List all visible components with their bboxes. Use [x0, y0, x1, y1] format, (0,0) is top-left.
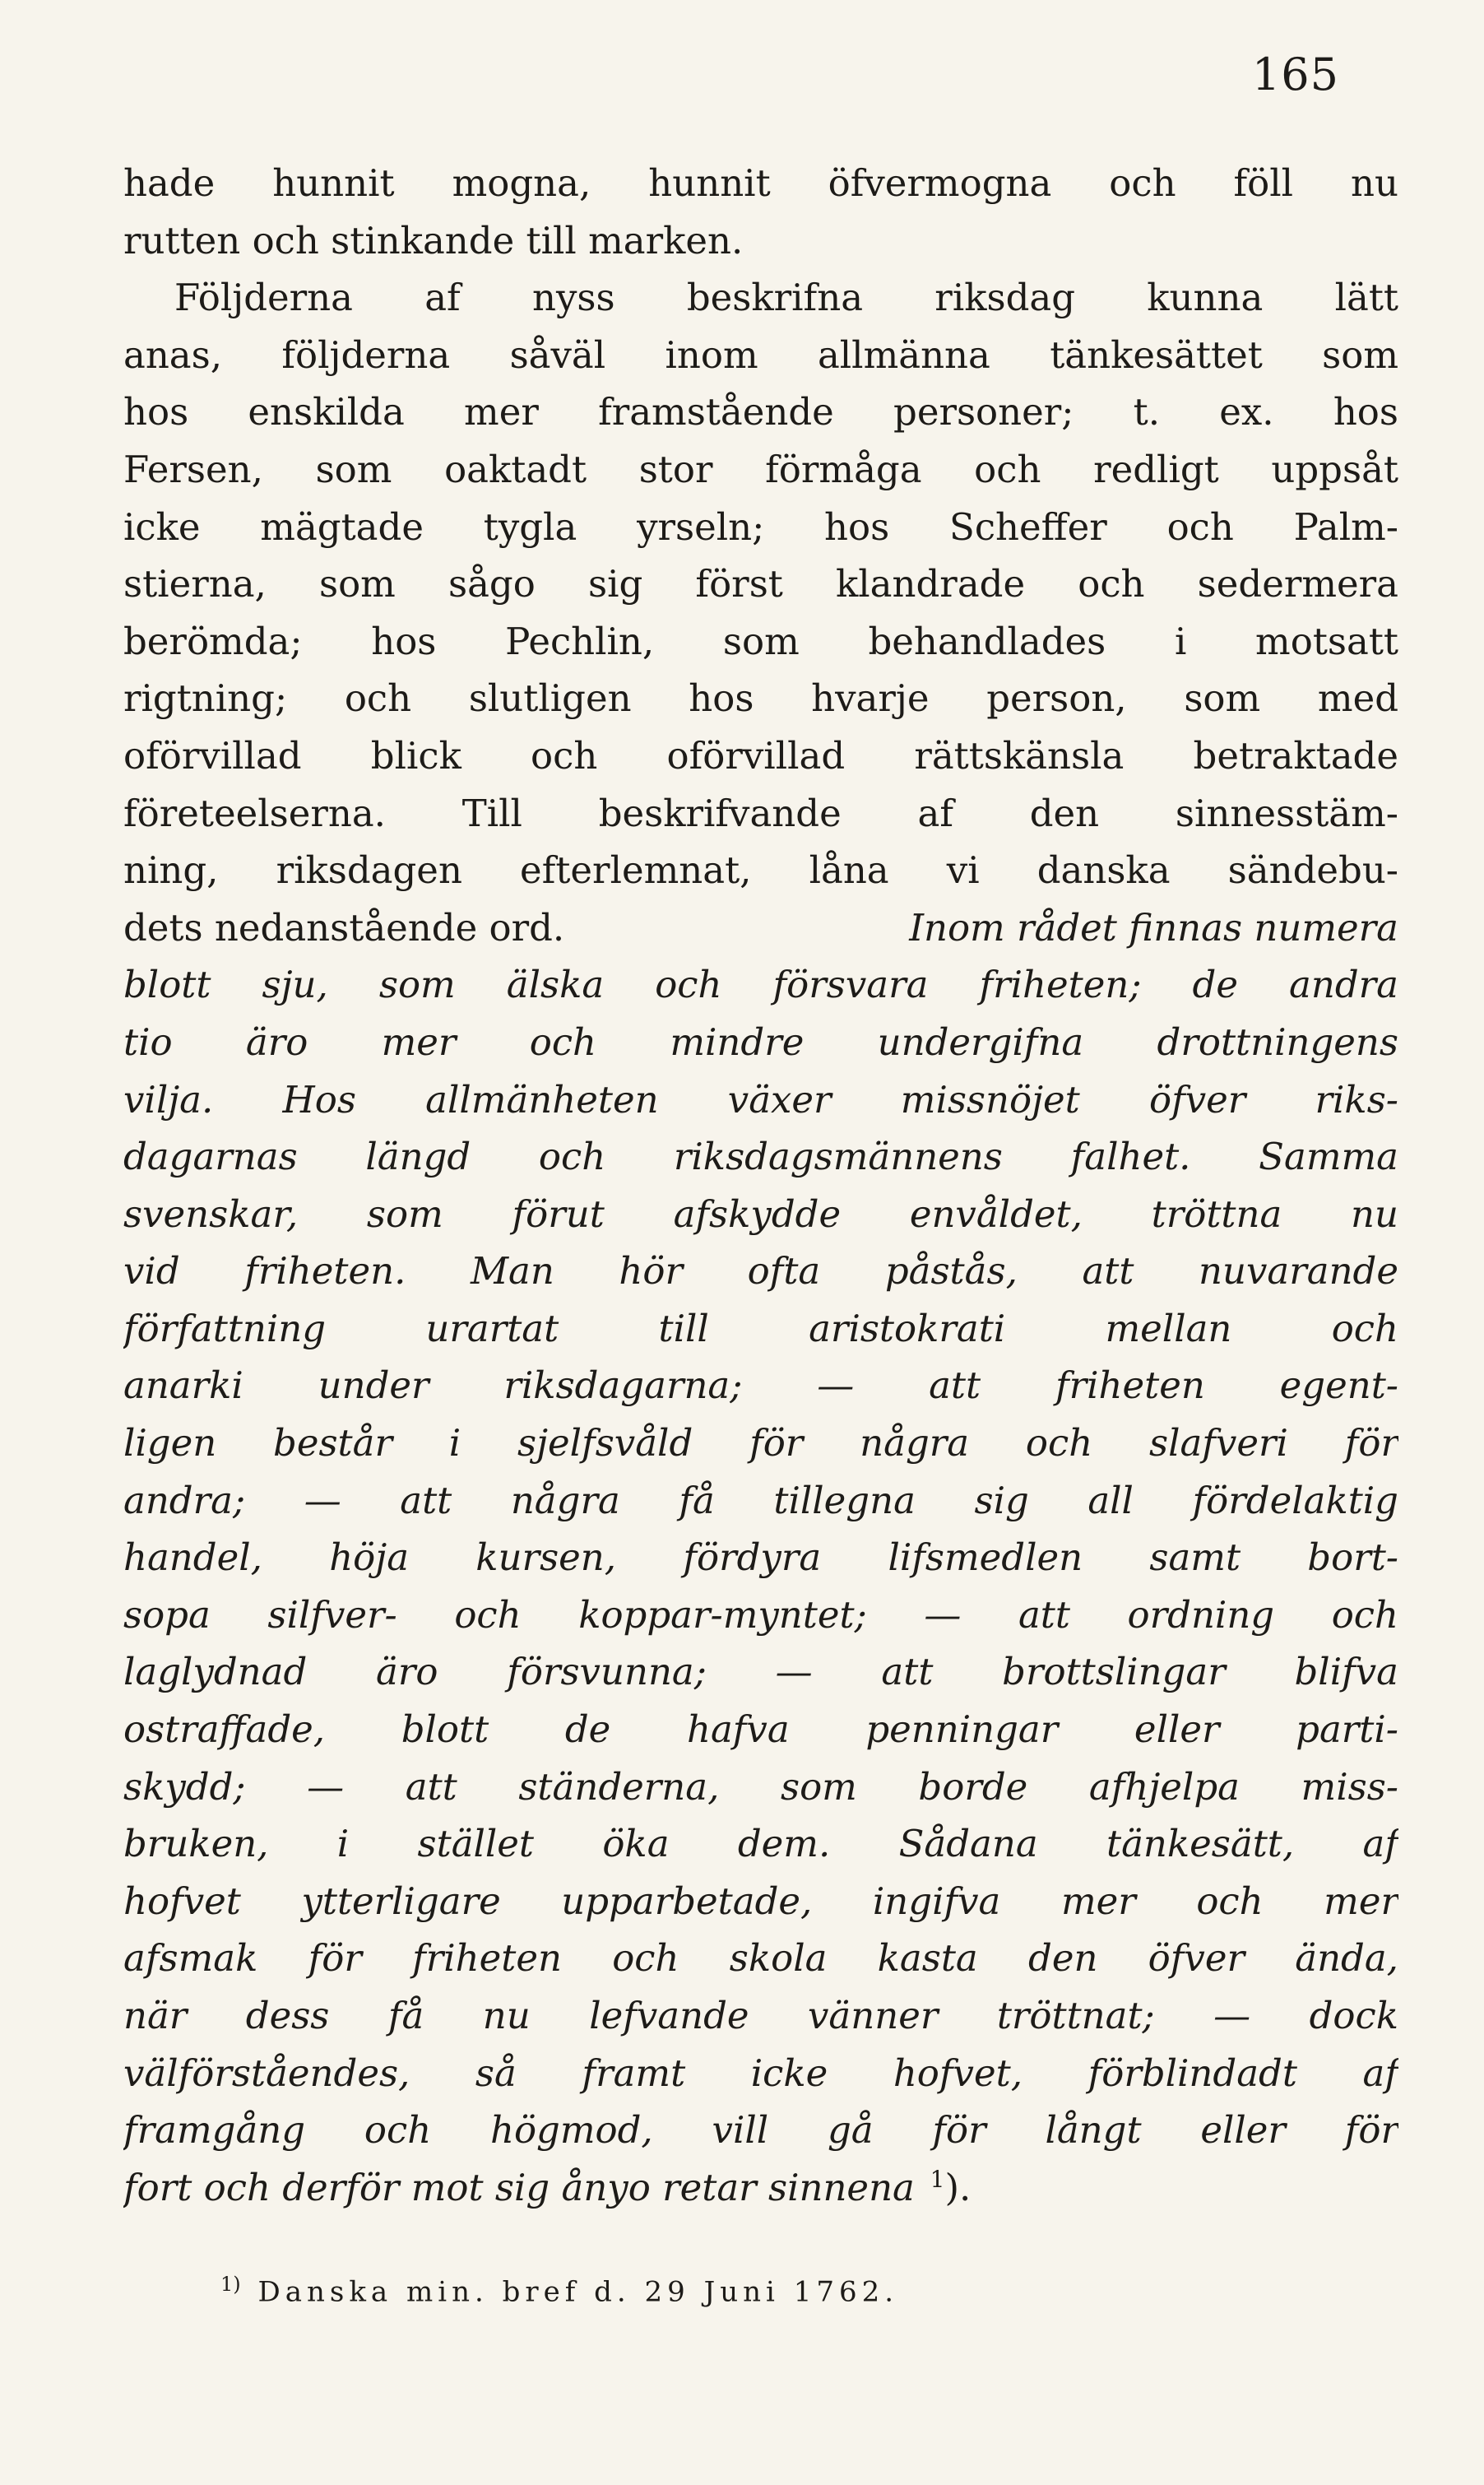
footnote-ref-number: 1 — [930, 2165, 945, 2193]
main-text — [123, 155, 1398, 2216]
footnote — [220, 2273, 898, 2309]
quote-line: handel, höja kursen, fördyra lifsmedlen samt bort- — [123, 1535, 1398, 1580]
text-line: rigtning; och slutligen hos hvarje person, som med — [123, 676, 1398, 721]
quote-line: anarki under riksdagarna; — att friheten egent- — [123, 1363, 1398, 1408]
quote-line: framgång och högmod, vill gå för långt eller för — [123, 2108, 1398, 2153]
final-quote-line — [123, 2159, 1398, 2217]
final-quote-text: fort och derför mot sig ånyo retar sinnena — [123, 2165, 915, 2209]
quote-line: sopa silfver- och koppar-myntet; — att ordning och — [123, 1592, 1398, 1637]
quote-line: svenskar, som förut afskydde envåldet, tröttna nu — [123, 1191, 1398, 1236]
quote-line: ostraffade, blott de hafva penningar eller parti- — [123, 1707, 1398, 1752]
quote-line: vid friheten. Man hör ofta påstås, att nuvarande — [123, 1249, 1398, 1294]
quote-line: andra; — att några få tillegna sig all fördelaktig — [123, 1478, 1398, 1522]
quote-line: laglydnad äro försvunna; — att brottslingar blifva — [123, 1650, 1398, 1694]
quote-line: blott sju, som älska och försvara friheten; de andra — [123, 963, 1398, 1007]
footnote-ref-close: ). — [944, 2165, 972, 2209]
text-line: företeelserna. Till beskrifvande af den sinnesstäm- — [123, 791, 1398, 835]
footnote-text: Danska min. bref d. 29 Juni 1762. — [257, 2275, 899, 2309]
text-line: hade hunnit mogna, hunnit öfvermogna och föll nu — [123, 161, 1398, 205]
text-line: Fersen, som oaktadt stor förmåga och redligt uppsåt — [123, 447, 1398, 491]
quote-line: afsmak för friheten och skola kasta den öfver ända, — [123, 1936, 1398, 1981]
quote-line: välförståendes, så framt icke hofvet, förblindadt af — [123, 2051, 1398, 2095]
quote-line: bruken, i stället öka dem. Sådana tänkesätt, af — [123, 1822, 1398, 1866]
italic-segment: Inom rådet finnas numera — [909, 905, 1398, 950]
quote-line: dagarnas längd och riksdagsmännens falhet. Samma — [123, 1135, 1398, 1179]
page-number: 165 — [1251, 49, 1339, 100]
mixed-text-line — [123, 899, 1398, 957]
text-line: rutten och stinkande till marken. — [123, 218, 744, 262]
text-line: anas, följderna såväl inom allmänna tänkesättet som — [123, 332, 1398, 377]
quote-line: skydd; — att ständerna, som borde afhjelpa miss- — [123, 1764, 1398, 1809]
text-line: stierna, som sågo sig först klandrade och sedermera — [123, 562, 1398, 606]
footnote-reference — [926, 2166, 971, 2209]
text-line: ning, riksdagen efterlemnat, låna vi danska sändebu- — [123, 848, 1398, 893]
text-line: berömda; hos Pechlin, som behandlades i motsatt — [123, 619, 1398, 663]
text-line: hos enskilda mer framstående personer; t. ex. hos — [123, 390, 1398, 434]
quote-line: hofvet ytterligare upparbetade, ingifva mer och mer — [123, 1879, 1398, 1923]
quote-line: vilja. Hos allmänheten växer missnöjet öfver riks- — [123, 1077, 1398, 1122]
footnote-mark: 1) — [220, 2273, 241, 2296]
quote-line: tio äro mer och mindre undergifna drottningens — [123, 1020, 1398, 1064]
text-line: oförvillad blick och oförvillad rättskänsla betraktade — [123, 733, 1398, 778]
paragraph-start-line: Följderna af nyss beskrifna riksdag kunna lätt — [174, 276, 1398, 320]
quote-line: när dess få nu lefvande vänner tröttnat; — dock — [123, 1994, 1398, 2037]
roman-segment: dets nedanstående ord. — [123, 905, 565, 950]
text-line: icke mägtade tygla yrseln; hos Scheffer och Palm- — [123, 504, 1398, 549]
quote-line: ligen består i sjelfsvåld för några och slafveri för — [123, 1421, 1398, 1465]
quote-line: författning urartat till aristokrati mellan och — [123, 1306, 1398, 1350]
